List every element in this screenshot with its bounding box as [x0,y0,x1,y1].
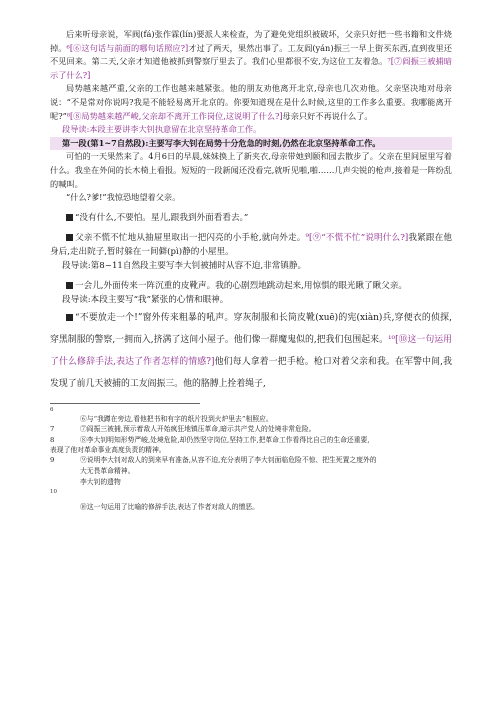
question-9: ⁹[⑨“不慌不忙”说明什么?] [305,232,409,243]
footnote-9 [50,455,452,465]
paragraph-1 [50,28,452,82]
guide-3: 段导读:本段主要写“我”紧张的心情和眼神。 [62,294,229,305]
square-bullet-icon [66,282,73,289]
section-summary-1: 第一段(第1~7自然段):主要写李大钊在局势十分危急的时刻,仍然在北京坚持革命工作。 [50,137,452,151]
section-heading: 李大钊的遗物 [80,478,121,487]
text: 他们每人拿着一把手枪。枪口对着父亲和我。在军警中间,我发现了前几天被捕的工友阎振三。他的胳膊上拴着绳子, [50,356,452,389]
footnote-number: 9 [50,456,55,465]
paragraph-7 [50,279,452,293]
footnote-8 [50,435,452,445]
paragraph-2 [50,82,452,123]
text: 父亲不慌不忙地从抽屉里取出一把闪亮的小手枪,就向外走。 [75,232,306,243]
footnote-8-cont: 表现了他对革命事业高度负责的精神。 [50,445,166,454]
question-10: ¹⁰[⑩这一句运用了什么修辞手法,表达了作者怎样的情感?] [50,334,453,367]
square-bullet-icon [66,214,73,221]
text: “不要放走一个!”窗外传来粗暴的吼声。穿灰制服和长筒皮靴(xuē)的宪(xiàn)兵,穿便衣的侦探,穿黑制服的警察,一拥而入,挤满了这间小屋子。他们像一群魔鬼似的,把我们包围起来。 [50,312,452,345]
footnote-number: 8 [50,435,55,444]
document-page [50,28,452,512]
footnote-marker: 6 [50,406,54,413]
square-bullet-icon [66,234,73,241]
footnote-marker: 10 [50,488,57,495]
footnote-6 [50,414,452,424]
text: 一会儿,外面传来一阵沉重的皮靴声。我的心剧烈地跳动起来,用惊惧的眼光瞅了瞅父亲。 [75,280,408,291]
footnote-divider [50,403,200,404]
text: ⑩这一句运用了比喻的修辞手法,表达了作者对敌人的憎恶。 [80,502,259,511]
text: 才过了两天，果然出事了。工友阎(yán)振三一早上街买东西,直到夜里还不见回来。第二天,父亲才知道他被抓到警察厅里去了。我们心里都很不安,为这位工友着急。 [50,42,452,67]
question-8: ⁸[⑧局势越来越严峻,父亲却不离开工作岗位,这说明了什么?] [66,110,283,121]
question-6: ⁶[⑥这句话与前面的哪句话照应?] [66,42,189,53]
guide-2: 段导读:第8~11自然段主要写李大钊被捕时从容不迫,非常镇静。 [62,260,307,271]
footnote-number: 7 [50,425,55,434]
footnote-9-cont: 大无畏革命精神。 [80,466,135,475]
text: “没有什么,不要怕。星儿,跟我到外面看看去。” [75,212,249,223]
text: 母亲只好不再说什么了。 [282,110,373,121]
text: ⑦阎振三被捕,预示着敌人开始疯狂地镇压革命,暗示共产党人的处境非常危险。 [80,425,316,434]
paragraph-8 [50,307,452,395]
paragraph-3: 可怕的一天果然来了。4月6日的早晨,妹妹换上了新夹衣,母亲带她到颐和园去散步了。父亲在里间屋里写着什么。我坐在外间的长木椅上看报。短短的一段新闻还没看完,就听见啪,啪……几声尖锐的枪声,接着是一阵纷乱的喊叫。 [50,151,452,189]
text: ⑥与“我蹲在旁边,看他把书和有字的纸片投到火炉里去”相照应。 [80,414,273,423]
paragraph-6 [50,231,452,259]
text: ⑨说明李大钊对敌人的到来早有准备,从容不迫,充分表明了李大钊面临危险不惊、把生死置之度外的 [80,456,377,465]
text: 我紧跟在他身后,走出院子,暂时躲在一间僻(pì)静的小屋里。 [50,232,452,257]
paragraph-5 [50,211,452,225]
paragraph-4: “什么?爹!”我惊恐地望着父亲。 [66,192,181,203]
guide-1: 段导读:本段主要讲李大钊执意留在北京坚持革命工作。 [62,124,262,135]
footnote-10 [50,502,452,512]
square-bullet-icon [66,314,73,321]
footnote-7 [50,424,452,434]
question-7: ⁷[⑦阎振三被捕暗示了什么?] [50,56,452,80]
text: ⑧李大钊明知形势严峻,处境危险,却仍然坚守岗位,坚持工作,把革命工作看得比自己的生命还重要, [80,435,370,444]
text: 局势越来越严重,父亲的工作也越来越紧张。他的朋友劝他离开北京,母亲也几次劝他。父亲坚决地对母亲说：“不是常对你说吗?我是不能轻易离开北京的。你要知道现在是什么时候,这里的工作多么重要。我哪能离开呢?” [50,83,452,121]
text: 后来听母亲说，军阀(fá)张作霖(lín)要派人来检查，为了避免党组织被破坏，父亲只好把一些书籍和文件烧掉。 [50,29,452,53]
